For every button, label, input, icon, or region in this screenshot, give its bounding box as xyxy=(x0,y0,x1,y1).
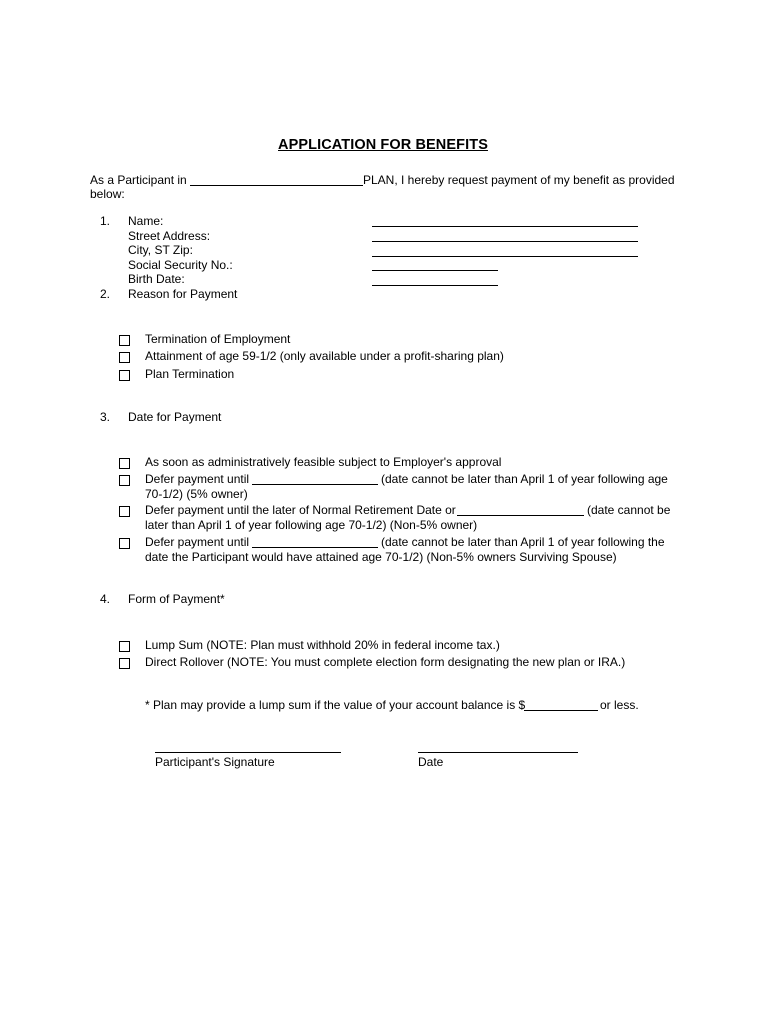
defer-spouse-label-c: date the Participant would have attained age 70-1/2) (Non-5% owners Surviving Spouse) xyxy=(145,550,617,564)
asap-label: As soon as administratively feasible subject to Employer's approval xyxy=(145,455,502,469)
ssn-label: Social Security No.: xyxy=(128,258,233,272)
participant-signature-line[interactable] xyxy=(155,752,341,753)
date-for-payment-label: Date for Payment xyxy=(128,410,222,424)
section-3-number: 3. xyxy=(100,410,111,424)
date-signature-line[interactable] xyxy=(418,752,578,753)
defer-nrd-label-c: later than April 1 of year following age 70-1/2) (Non-5% owner) xyxy=(145,518,478,532)
lump-sum-checkbox[interactable] xyxy=(119,641,130,652)
direct-rollover-checkbox[interactable] xyxy=(119,658,130,669)
defer-nrd-label-b: (date cannot be xyxy=(587,503,671,517)
section-4-number: 4. xyxy=(100,592,111,606)
age-59-checkbox[interactable] xyxy=(119,352,130,363)
section-2-number: 2. xyxy=(100,287,111,301)
footnote-text-a: * Plan may provide a lump sum if the value of your account balance is $ xyxy=(145,698,526,712)
direct-rollover-label: Direct Rollover (NOTE: You must complete election form designating the new plan or IRA.) xyxy=(145,655,626,669)
reason-for-payment-label: Reason for Payment xyxy=(128,287,238,301)
name-label: Name: xyxy=(128,214,164,228)
defer-nrd-label-a: Defer payment until the later of Normal Retirement Date or xyxy=(145,503,456,517)
age-59-label: Attainment of age 59-1/2 (only available under a profit-sharing plan) xyxy=(145,349,504,363)
intro-suffix: PLAN, I hereby request payment of my benefit as provided xyxy=(363,173,675,187)
termination-label: Termination of Employment xyxy=(145,332,291,346)
page-title: APPLICATION FOR BENEFITS xyxy=(278,137,488,153)
date-signature-label: Date xyxy=(418,755,444,769)
street-address-line[interactable] xyxy=(372,241,638,242)
section-1-number: 1. xyxy=(100,214,111,228)
defer-5pct-label-b: (date cannot be later than April 1 of year following age xyxy=(381,472,668,486)
birth-date-line[interactable] xyxy=(372,285,498,286)
defer-5pct-date-line[interactable] xyxy=(252,484,378,485)
defer-nrd-date-line[interactable] xyxy=(457,515,584,516)
intro-line2: below: xyxy=(90,187,125,201)
plan-termination-label: Plan Termination xyxy=(145,367,235,381)
defer-nrd-checkbox[interactable] xyxy=(119,506,130,517)
city-state-zip-label: City, ST Zip: xyxy=(128,243,193,257)
intro-prefix: As a Participant in xyxy=(90,173,187,187)
defer-5pct-label-c: 70-1/2) (5% owner) xyxy=(145,487,248,501)
defer-spouse-date-line[interactable] xyxy=(252,547,378,548)
lump-sum-label: Lump Sum (NOTE: Plan must withhold 20% in federal income tax.) xyxy=(145,638,500,652)
account-balance-line[interactable] xyxy=(524,710,598,711)
plan-termination-checkbox[interactable] xyxy=(119,370,130,381)
name-line[interactable] xyxy=(372,226,638,227)
participant-signature-label: Participant's Signature xyxy=(155,755,275,769)
termination-checkbox[interactable] xyxy=(119,335,130,346)
asap-checkbox[interactable] xyxy=(119,458,130,469)
street-address-label: Street Address: xyxy=(128,229,211,243)
plan-name-line[interactable] xyxy=(190,185,363,186)
ssn-line[interactable] xyxy=(372,270,498,271)
city-state-zip-line[interactable] xyxy=(372,256,638,257)
footnote-text-b: or less. xyxy=(600,698,639,712)
form-of-payment-label: Form of Payment* xyxy=(128,592,225,606)
birth-date-label: Birth Date: xyxy=(128,272,185,286)
defer-spouse-label-a: Defer payment until xyxy=(145,535,250,549)
defer-5pct-label-a: Defer payment until xyxy=(145,472,250,486)
defer-5pct-checkbox[interactable] xyxy=(119,475,130,486)
defer-spouse-label-b: (date cannot be later than April 1 of year following the xyxy=(381,535,665,549)
defer-spouse-checkbox[interactable] xyxy=(119,538,130,549)
